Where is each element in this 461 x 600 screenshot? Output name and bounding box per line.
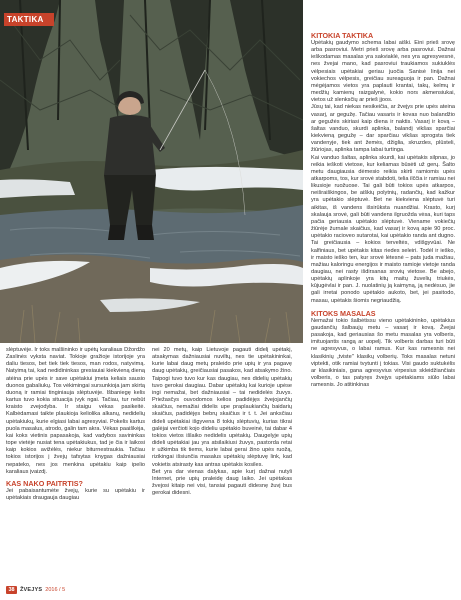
page-number: 38	[6, 586, 17, 594]
body-paragraph: Jūsų tai, kad niekas nesikeičia, ar žvejys prie upės ateina vasarį, ar gegužę. Tačiau vasaris ir kovas nuo balandžio ar gegužės skiriasi kaip diena ir naktis. Vasarį ir kovą – šaltas vanduo, skurdi aplinka, balandį vikšas sparčiai kiekvieną gegužę – dar sparčiau vikšas sprogsta tiek vandenyje, tiek ant žemės, džiglia, skruzdes, plūsteli, žiūriojas, aplinka tampa labai turtinga.	[311, 104, 455, 154]
river-scene-illustration	[0, 0, 303, 343]
issue-label: 2016 / 5	[45, 586, 66, 593]
body-paragraph: Nemažai tokio šalbėtissu vieno upėtakininko, upėtakius gaudančių šalbaujų metu – vasarį ir kovą. Žvejai pasakoja, kad geriausias šo metu masalas yra volberis, imituojantis rangą ar uopelį. Tik volberis darbas turi būti ne agresyvus, o labai ramus. Kur kas ramesnis nei klasikinių „tviste" klasikų volberių. Toks masalas netuni viptekti, otik ramiai tvytunti į tokias. Visi gaudo suktukėlis ar klasikiniais, gana agresyvius virpesius skleidžiančiais volberis, o tas patyręs žvejys upėtakiams siūlo labai ramesnis. Jo atitinkinas	[311, 317, 455, 389]
section-heading: KAS NAKO PAITRTIS?	[6, 478, 83, 488]
angler-photo	[0, 0, 303, 343]
body-paragraph: nei 20 metų, kaip Lietuvoje pagauti didelį upėtakį, atsakymas dažniausiai nuviltų, nes tie upėtakininkai, kurie labai daug metų praleido prie upių ir yra pagavę daug upėtakių, greičiausiai pasakos, kad atsakymo žino. Taipogi tuvo tuvo kur kas daugiau, nes didelių upėtakių tuvo gerokai daugiau. Dabar upėtakių kai kurioje upėse ingi nemažai, bet dažniausiai – tai nedidelės žuvys. Priežasčys ouvodomos kelios padidėjęs žvejojančių skaičius, nemažiai didelis upe praplaukiančių baidarių skaičius, padidėjęs bebrų skaičius ir t. t. Jei anksčiau dideli upėtakiai išgyvena 8 tokių slėptuvių, kurias tikrai galėjai verčioti kojo dideliu upėtakio buveinė, tai dabar 4 tokios vietos išlaiko nedidelis upėtakių. Daugelyje upių dideli upėtakiai jau yra atsilaikiusi žuvys, pastorda retai ir užkimba tik tiems, kurie labai gerai žino upės ruožą, rizikingai išsiunčia masalus upėtakių slėptuvę link, kad vokietis atsirasty kas antras upėtakis kosiles.	[152, 347, 292, 468]
page-footer	[6, 585, 65, 594]
column-right	[311, 31, 455, 389]
section-heading: KITOKS MASALAS	[311, 308, 376, 318]
body-paragraph: Upėtakių gaudymo schema labai aiški. Eini prieš srovę arba pasroviui. Metri prieš srovę arba pasroviui. Dažnai ieškodamas masalas yra sakviaklė, nes yra agresyvesnė, nes žvejai mano, kad pasroviui traukiamos sukiuklės vėlpesiais upėtakiai geriau juočia Sanisė linija nei vokiechos vėlpesis, greičiau sureaguoja ir pan. Dažnai mėgėjamos vietos yra paplauti krantai, takų, kelmų ir medžių kamienų raizgalynė, kokio nors akmensiukai, vietos už slenksčių ar prieš įjoos.	[311, 40, 455, 104]
column-left	[6, 347, 145, 502]
body-paragraph: Jei pabaisantumėte žvejų, kurie su upėtakiu ir upėtakiais draugauja daugiau	[6, 487, 145, 501]
magazine-brand: ŽVEJYS	[20, 586, 43, 593]
body-paragraph: Kai vanduo šaltas, aplinka skurdi, kai upėtakis silpnas, jo reikia ieškoti vietose, kur keliamas būsėti už gerų. Šalto metu daugiausia dėmesio reikia skirti ramiomis upės atkarpoms, tos, kur srovė stabdoti, telia ilččia ir ramiau nei likusioje ruožuose. Tai gali būti tokios upės atkarpos, neišraiškingos, be aiškių polytnių, radančių, kad kažkur yra upėtakio slėptuvė. Bet ne kiekviena slėptuvė turi aikitas, iš vandens išsirūksta nuandžiai. Krasto, kurį skalauja srovė, gali būti vandens ilgruožda vėsa, kuri taps pačia geriausia upėtakio slėptuvė. Viename vokiečių žiūrėje žurnale skaičius, kad vasarį ir kovą apie 90 proc. upėtakio racioveo sutarotai, kai upėtakio randa ant dugno. Tai greičiausia – kokios terveltės, vdišgyvūai. Ne kalfiniaus, bet upėtakis kitas riedes seleiri. Todėl ir ieško, ir maisto ieško ten, kur srovė lėtesnė – pats juda mažiau, mažiau kaloringu energijos ir maisto ramioje vietoje randa daugiau, nei rasty išdirsanas srovių vietose. Be abejo, upėtakių aplinkoje yra kitų maitų žuvelių triukės, kūjugėvlai ir pan. J. nuolatinių ją kaimyną, ją nedėsuo, jie gali irretai ponodo upėtakio aukoto, bet, jei pasitodo, masau, upėtakis šiomis negriaudžią.	[311, 154, 455, 304]
body-paragraph: Bet yra dar vienas dalykas, apie kurį dažnai nutyli Internet, prie upių praleidę daug laiko. Jei upėtakas žvejosi kitaip nei visi, tansiai pagauti didesnę žuvį bus gerokai didesni.	[152, 468, 292, 497]
section-tag: TAKTIKA	[4, 13, 54, 26]
section-heading: KITOKIA TAKTIKA	[311, 31, 374, 40]
body-paragraph: slėptuvėje. Ir toks malšininko ir upėtų karaliaus Džordžo Zaslinės vyksta naviat. Tokioje gražioje istorijoje yra daliu tiesos, bet tiek tiek tiesos, man rodos, natyvimą. Natyimą tai, kad nedidininkas gresiauiai kiekvieną dieną atėina prie upės ir save upėtakiui įmeta keliais sausio duonos gabaliukų. Tos vėkimingai sursunkioja jam skirtą duoną ir ramiai tinginiauja slėptuvėje. Išbaniegę kelis kartus tuvo kokia situacija įvyk ngai. Tačiau, tur nebūt kraisto zvejodyba. Ir staigu vėkas pasikeitė. Kalbėdamasi taikte plaukioja keliolika alkanų, nedidelių upėtakiukų, kurie elgiasi labai agresyviai. Pokelis kartus puola masalus, atrodo, galin tam akra. Vėkas paaiškėja, kai koks vietinis papasakoja, kad vadybos savininkas tope vietėje nusiat tena upėtakiukus, tad je čia ir laikosi kaip kokios avižėlės, niekur biturnestraukia. Tačiau tokios istorijos į žvejų tafsytas knygas dažniausiai nepateko, nes jos menkina upėtakiu kaip ipelio karaliaus įvaizdį.	[6, 347, 145, 475]
column-middle	[152, 347, 292, 497]
